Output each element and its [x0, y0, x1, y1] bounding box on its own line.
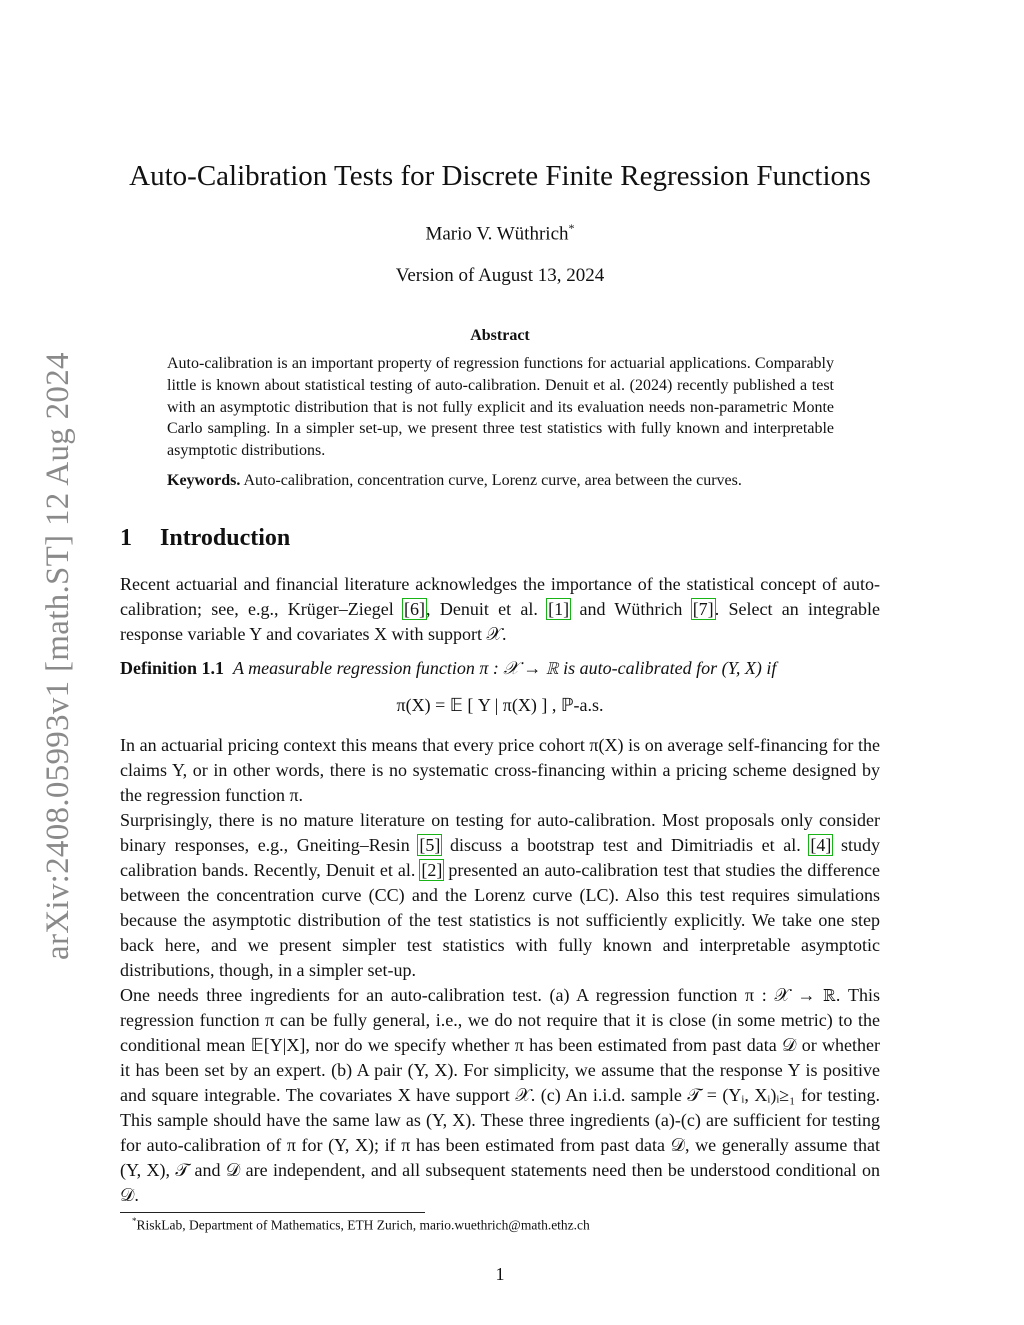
text-run: presented an auto-calibration test that studies the difference between the concentration curve (CC) and the Lorenz curve (LC). Also this test requires simulations because the asymptotic distribution of the test statistics is not sufficiently explicitly. We take one step back here, and we present simpler test statistics with fully known and interpretable asymptotic distributions, though, in a simpler set-up.: [120, 860, 880, 980]
intro-body: [120, 733, 880, 1208]
author-footnote-mark: *: [568, 221, 575, 235]
version-date: Version of August 13, 2024: [395, 265, 605, 286]
text-run: . Select an integrable response variable Y and covariates X with support 𝒳.: [120, 599, 880, 644]
definition-label: Definition 1.1: [120, 658, 225, 678]
intro-paragraph-3: [120, 808, 880, 983]
text-run: discuss a bootstrap test and Dimitriadis et al.: [441, 835, 810, 855]
citation-link-5[interactable]: [5]: [419, 835, 441, 855]
definition-equation: π(X) = 𝔼 [ Y | π(X) ] , ℙ-a.s.: [396, 695, 604, 715]
citation-link-6[interactable]: [6]: [404, 599, 426, 619]
author-name: Mario V. Wüthrich: [425, 223, 569, 245]
section-number: 1: [120, 525, 132, 551]
footnote-mark: *: [132, 1216, 137, 1226]
paper-title: Auto-Calibration Tests for Discrete Finite Regression Functions: [129, 160, 871, 192]
section-heading: [120, 525, 290, 552]
citation-link-4[interactable]: [4]: [810, 835, 832, 855]
citation-link-1[interactable]: [1]: [548, 599, 570, 619]
abstract-text: Auto-calibration is an important property of regression functions for actuarial applications. Comparably little is known about statistical testing of auto-calibration. Denuit et al. (2024) recently published a test with an asymptotic distribution that is not fully explicit and its evaluation needs non-parametric Monte Carlo sampling. In a simpler set-up, we present three test statistics with fully known and interpretable asymptotic distributions.: [167, 355, 834, 460]
author-line: [0, 221, 1000, 245]
abstract-heading: Abstract: [470, 327, 530, 344]
section-title: Introduction: [160, 525, 291, 551]
text-run: Recent actuarial and financial literature acknowledges the importance of the statistical concept of auto-calibration; see, e.g., Krüger–Ziegel: [120, 574, 880, 619]
arxiv-identifier: arXiv:2408.05993v1 [math.ST] 12 Aug 2024: [40, 352, 76, 960]
definition: [120, 658, 880, 679]
text-run: , Denuit et al.: [426, 599, 548, 619]
page-number: 1: [495, 1264, 505, 1284]
footnote-text: RiskLab, Department of Mathematics, ETH Zurich, mario.wuethrich@math.ethz.ch: [136, 1217, 590, 1233]
footnote-divider: [120, 1212, 425, 1213]
keywords-label: Keywords.: [167, 472, 241, 489]
text-run: Surprisingly, there is no mature literature on testing for auto-calibration. Most proposals only consider binary responses, e.g., Gneiting–Resin: [120, 810, 880, 855]
citation-link-2[interactable]: [2]: [421, 860, 443, 880]
text-run: study calibration bands. Recently, Denuit et al.: [120, 835, 880, 880]
intro-paragraph-1: [120, 572, 880, 647]
text-run: and Wüthrich: [570, 599, 692, 619]
citation-link-7[interactable]: [7]: [692, 599, 714, 619]
keywords-text: Auto-calibration, concentration curve, Lorenz curve, area between the curves.: [243, 472, 742, 489]
definition-text: A measurable regression function π : 𝒳 → ℝ is auto-calibrated for (Y, X) if: [233, 658, 777, 678]
keywords: [167, 472, 834, 490]
footnote: [132, 1216, 892, 1234]
intro-paragraph-2: In an actuarial pricing context this means that every price cohort π(X) is on average self-financing for the claims Y, or in other words, there is no systematic cross-financing within a pricing scheme designed by the regression function π.: [120, 735, 880, 805]
intro-paragraph-4: One needs three ingredients for an auto-calibration test. (a) A regression function π : 𝒳 → ℝ. This regression function π can be fully general, i.e., we do not require that it is close (in some metric) to the conditional mean 𝔼[Y|X], nor do we specify whether π has been estimated from past data 𝒟 or whether it has been set by an expert. (b) A pair (Y, X). For simplicity, we assume that the response Y is positive and square integrable. The covariates X have support 𝒳. (c) An i.i.d. sample 𝒯 = (Yᵢ, Xᵢ)ᵢ≥₁ for testing. This sample should have the same law as (Y, X). These three ingredients (a)-(c) are sufficient for testing for auto-calibration of π for (Y, X); if π has been estimated from past data 𝒟, we generally assume that (Y, X), 𝒯 and 𝒟 are independent, and all subsequent statements need then be understood conditional on 𝒟.: [120, 985, 880, 1205]
